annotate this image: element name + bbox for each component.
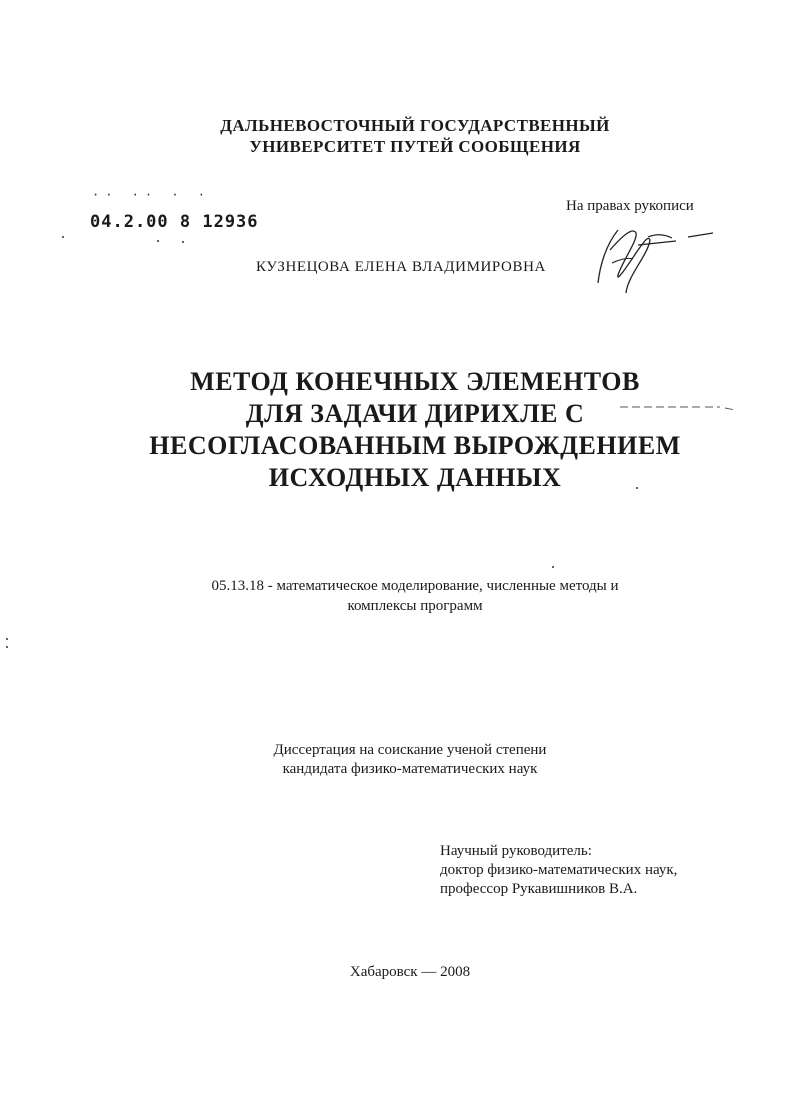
- specialty: [0, 576, 796, 616]
- title-line-1: МЕТОД КОНЕЧНЫХ ЭЛЕМЕНТОВ: [190, 367, 640, 396]
- city-year: Хабаровск — 2008: [349, 964, 471, 980]
- scan-speck: [636, 487, 638, 489]
- title-line-2: ДЛЯ ЗАДАЧИ ДИРИХЛЕ С: [245, 399, 585, 428]
- dissertation-title: [0, 366, 796, 494]
- author-name: КУЗНЕЦОВА ЕЛЕНА ВЛАДИМИРОВНА: [256, 259, 546, 275]
- degree-line-2: кандидата физико-математических наук: [282, 761, 538, 777]
- scan-artifact-line: [590, 404, 740, 414]
- supervisor-block: [440, 842, 677, 899]
- scan-speck: [6, 638, 8, 640]
- signature-icon: [588, 205, 718, 300]
- scan-speck: [552, 566, 554, 568]
- specialty-line-2: комплексы программ: [347, 598, 483, 614]
- scan-speck: [6, 646, 8, 648]
- title-line-3: НЕСОГЛАСОВАННЫМ ВЫРОЖДЕНИЕМ: [149, 431, 681, 460]
- degree-line-1: Диссертация на соискание ученой степени: [273, 742, 547, 758]
- rights-note: На правах рукописи: [566, 198, 694, 214]
- supervisor-name: профессор Рукавишников В.А.: [440, 881, 638, 897]
- university-line-1: ДАЛЬНЕВОСТОЧНЫЙ ГОСУДАРСТВЕННЫЙ: [220, 116, 610, 135]
- registry-number: 04.2.00 8 12936: [90, 212, 259, 232]
- supervisor-label: Научный руководитель:: [440, 843, 592, 859]
- title-line-4: ИСХОДНЫХ ДАННЫХ: [268, 463, 562, 492]
- university-line-2: УНИВЕРСИТЕТ ПУТЕЙ СООБЩЕНИЯ: [249, 137, 581, 156]
- university-name: [0, 115, 796, 157]
- scan-speck: [182, 241, 184, 243]
- stamp-dots: ·· ·· · ·: [92, 188, 212, 202]
- scan-speck: [157, 240, 159, 242]
- supervisor-degree: доктор физико-математических наук,: [440, 862, 678, 878]
- scan-speck: [62, 236, 64, 238]
- degree-statement: [0, 741, 796, 779]
- specialty-line-1: 05.13.18 - математическое моделирование, численные методы и: [211, 578, 619, 594]
